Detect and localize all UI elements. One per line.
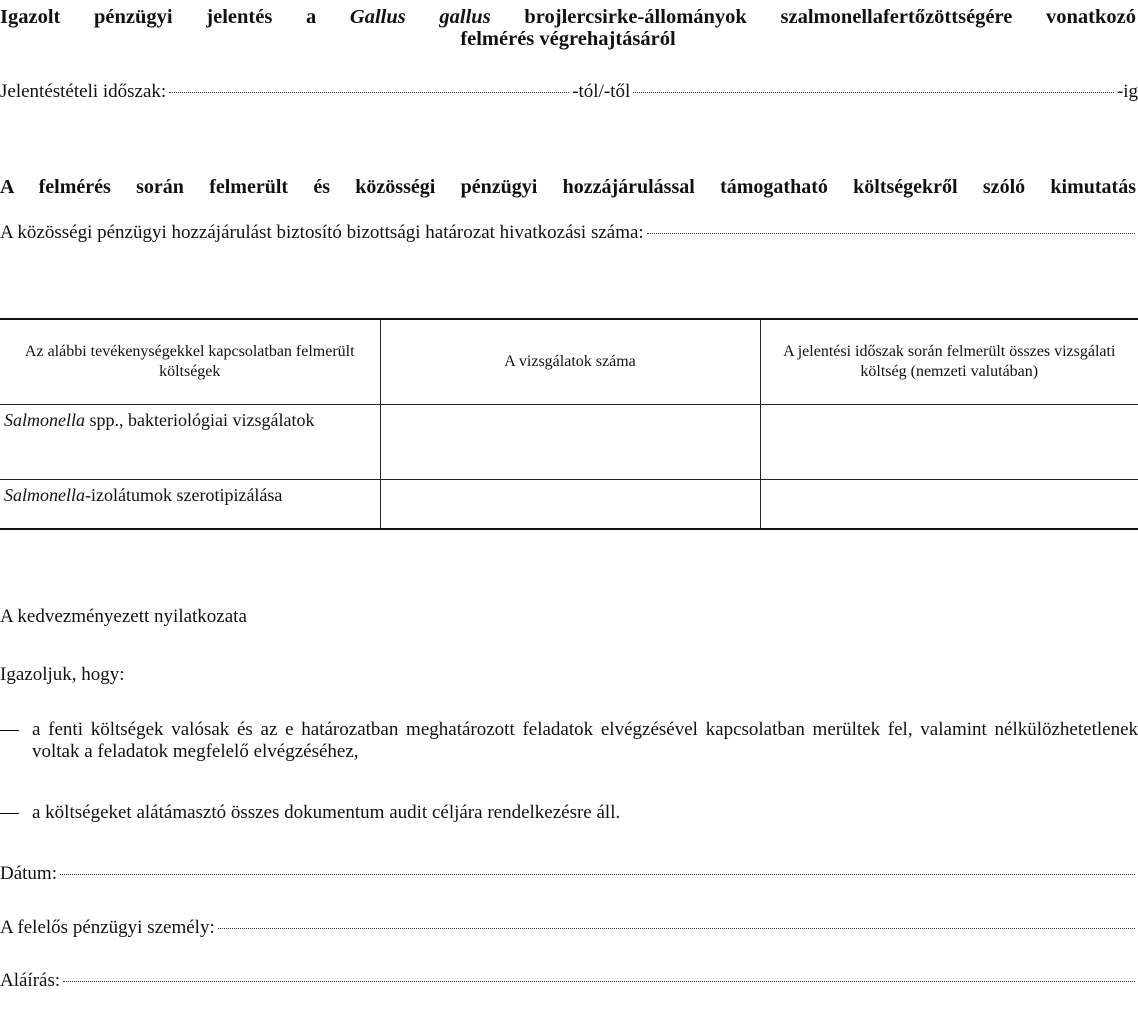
declaration-item (0, 719, 1138, 763)
reporting-period-label: Jelentéstételi időszak: (0, 81, 167, 102)
period-to-field[interactable] (633, 92, 1114, 93)
test-count-cell[interactable] (380, 480, 760, 530)
title-species: Gallus gallus (349, 6, 491, 28)
activity-cell (0, 405, 380, 480)
declaration-item (0, 802, 1138, 824)
title-line-2: felmérés végrehajtásáról (460, 28, 676, 50)
statement-title: A felmérés során felmerült és közösségi pénzügyi hozzájárulással támogatható költségekről szóló kimutatás (0, 176, 1136, 198)
activity-italic: Salmonella (4, 410, 85, 430)
activity-text: spp., bakteriológiai vizsgálatok (85, 410, 315, 430)
reference-field[interactable] (647, 233, 1135, 234)
signature-row (0, 970, 1138, 992)
period-from-suffix: -tól/-től (572, 81, 631, 102)
activity-cell (0, 480, 380, 530)
activity-italic: Salmonella (4, 485, 85, 505)
signature-field[interactable] (63, 981, 1135, 982)
declaration-item-text: a fenti költségek valósak és az e határozatban meghatározott feladatok elvégzésével kapcsolatban merültek fel, valamint nélkülözhetetlenek voltak a feladatok megfelelő elvégzéséhez, (32, 719, 1138, 762)
activity-text: -izolátumok szerotipizálása (85, 485, 283, 505)
reference-row (0, 222, 1138, 244)
period-to-suffix: -ig (1116, 81, 1138, 102)
signature-label: Aláírás: (0, 970, 61, 991)
declaration-intro: Igazoljuk, hogy: (0, 664, 125, 685)
reference-label: A közösségi pénzügyi hozzájárulást biztosító bizottsági határozat hivatkozási száma: (0, 222, 644, 243)
title-line-1 (0, 6, 1136, 28)
header-test-count: A vizsgálatok száma (380, 319, 760, 405)
cost-table (0, 318, 1138, 530)
declaration-heading: A kedvezményezett nyilatkozata (0, 606, 247, 627)
officer-field[interactable] (218, 928, 1135, 929)
officer-row (0, 917, 1138, 939)
table-header-row (0, 319, 1138, 405)
header-activity: Az alábbi tevékenységekkel kapcsolatban felmerült költségek (0, 319, 380, 405)
total-cost-cell[interactable] (760, 405, 1138, 480)
title-text-end: brojlercsirke-állományok szalmonellafertőzöttségére vonatkozó (524, 6, 1136, 28)
reporting-period-row (0, 81, 1138, 103)
title-text-start: Igazolt pénzügyi jelentés a (0, 6, 317, 28)
dash-bullet: — (0, 802, 19, 823)
dash-bullet: — (0, 719, 19, 740)
date-field[interactable] (60, 874, 1135, 875)
period-from-field[interactable] (169, 92, 569, 93)
table-row (0, 480, 1138, 530)
test-count-cell[interactable] (380, 405, 760, 480)
table-row (0, 405, 1138, 480)
officer-label: A felelős pénzügyi személy: (0, 917, 215, 938)
date-row (0, 863, 1138, 885)
total-cost-cell[interactable] (760, 480, 1138, 530)
date-label: Dátum: (0, 863, 57, 884)
declaration-item-text: a költségeket alátámasztó összes dokumentum audit céljára rendelkezésre áll. (32, 802, 621, 823)
document-title (0, 6, 1136, 50)
header-total-cost: A jelentési időszak során felmerült összes vizsgálati költség (nemzeti valutában) (760, 319, 1138, 405)
